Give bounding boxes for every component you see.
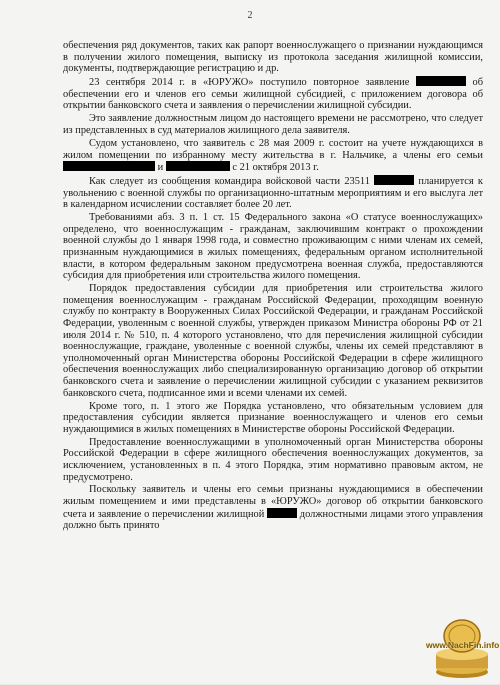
paragraph	[63, 175, 483, 211]
watermark-logo	[426, 614, 498, 680]
page-number: 2	[247, 10, 253, 21]
paragraph	[63, 484, 483, 531]
paragraph-text: планируется к увольнению с военной службы по организационно-штатным мероприятиям и его выслуга лет в календарном исчислении составляет более 20 лет.	[63, 176, 483, 211]
document-body	[63, 40, 483, 533]
paragraph	[63, 138, 483, 174]
paragraph: Порядок предоставления субсидии для приобретения или строительства жилого помещения военнослужащим - гражданам Российской Федерации, проходящим военную службу по контракту в Вооруженных Силах Российской Федерации, и гражданам Российской Федерации, уволенным с военной службы, утвержден приказом Министра обороны РФ от 21 июля 2014 г. № 510, п. 4 которого установлено, что для перечисления жилищной субсидии военнослужащие, граждане, уволенные с военной службы, члены их семей представляют в уполномоченный орган Министерства обороны Российской Федерации в сфере жилищного обеспечения военнослужащих либо специализированную организацию договор об открытии банковского счета и заявление о перечислении жилищной субсидии с указанием реквизитов банковского счета, подписанное ими и всеми членами их семей.	[63, 283, 483, 399]
redaction-box	[63, 161, 155, 171]
redaction-box	[267, 508, 297, 518]
paragraph: обеспечения ряд документов, таких как рапорт военнослужащего о признании нуждающимся в получении жилого помещения, выписку из протокола заседания жилищной комиссии, документы, подтверждающие регистрацию и др.	[63, 40, 483, 75]
redaction-box	[374, 175, 414, 185]
redaction-box	[166, 161, 230, 171]
paragraph-text: и	[157, 162, 164, 174]
watermark-text: www.NachFin.info	[426, 640, 500, 650]
paragraph: Это заявление должностным лицом до настоящего времени не рассмотрено, что следует из представленных в суд материалов жилищного дела заявителя.	[63, 113, 483, 136]
paragraph-text: Судом установлено, что заявитель с 28 мая 2009 г. состоит на учете нуждающихся в жилом помещении по избранному месту жительства в г. Нальчике, а члены его семьи	[63, 137, 483, 161]
paragraph: Требованиями абз. 3 п. 1 ст. 15 Федерального закона «О статусе военнослужащих» определено, что военнослужащим - гражданам, заключившим контракт о прохождении военной службы до 1 января 1998 года, и совместно проживающим с ними членам их семей, признанным нуждающимися в жилых помещениях, федеральным органом исполнительной власти, в котором федеральным законом предусмотрена военная служба, предоставляются субсидия для приобретения или строительства жилого помещения.	[63, 212, 483, 282]
paragraph-text: Поскольку заявитель и члены его семьи признаны нуждающимися в обеспечении жилым помещением и ими представлены в «ЮРУЖО» договор об открытии банковского счета и заявление о перечислении жилищной	[63, 484, 483, 520]
paragraph	[63, 76, 483, 112]
paragraph-text: Как следует из сообщения командира войсковой части 23511	[89, 176, 370, 188]
paragraph: Кроме того, п. 1 этого же Порядка установлено, что обязательным условием для предоставления субсидии является признание военнослужащего и членов его семьи нуждающимися в жилых помещениях в Министерстве обороны Российской Федерации.	[63, 400, 483, 435]
redaction-box	[416, 76, 466, 86]
paragraph: Предоставление военнослужащими в уполномоченный орган Министерства обороны Российской Федерации в сфере жилищного обеспечения военнослужащих документов, за исключением, установленных в п. 4 этого Порядка, этим нормативно правовым актом, не предусмотрено.	[63, 436, 483, 483]
paragraph-text: об обеспечении его и членов его семьи жилищной субсидией, с приложением договора об открытии банковского счета и заявления о перечислении жилищной субсидии.	[63, 77, 483, 112]
paragraph-text: 23 сентября 2014 г. в «ЮРУЖО» поступило повторное заявление	[89, 77, 410, 89]
paragraph-text: должностными лицами этого управления должно быть принято	[63, 508, 483, 532]
paragraph-text: с 21 октября 2013 г.	[232, 162, 319, 174]
